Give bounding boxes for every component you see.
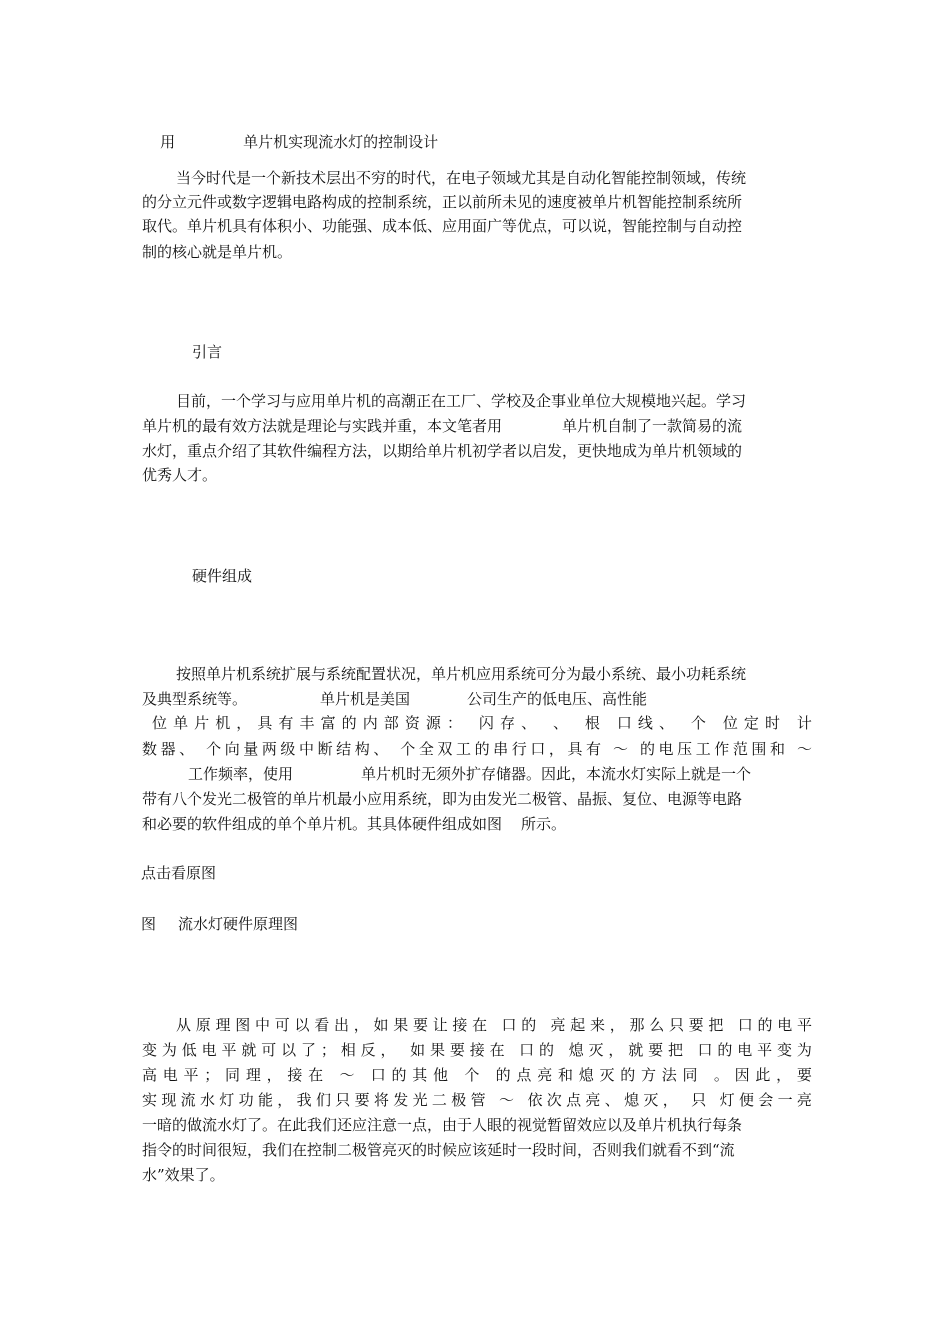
hardware-text: 及典型系统等。	[142, 690, 248, 708]
final-text: 的点亮和熄灭的方法同	[495, 1066, 704, 1084]
final-text: 亮起来，那么只要把	[550, 1016, 729, 1034]
final-text: 依次点亮、熄灭，	[527, 1091, 683, 1109]
hardware-text: 单片机时无须外扩存储器。因此，本流水灯实际上就是一个	[361, 765, 752, 783]
preface-text: 单片机自制了一款简易的流	[562, 417, 743, 435]
final-text: ～	[499, 1091, 519, 1109]
final-text: 只	[691, 1091, 711, 1109]
final-line: 水”效果了。	[142, 1166, 225, 1184]
hardware-line	[188, 767, 751, 782]
hardware-text: 单片机是美国	[320, 690, 411, 708]
hardware-text: 数器、	[142, 740, 198, 758]
hardware-text: 所示。	[521, 815, 567, 833]
final-line	[142, 1068, 812, 1083]
preface-text: 单片机的最有效方法就是理论与实践并重，本文笔者用	[142, 417, 503, 435]
final-text: 个	[464, 1066, 486, 1084]
hardware-line	[152, 716, 812, 731]
intro-line: 取代。单片机具有体积小、功能强、成本低、应用面广等优点，可以说，智能控制与自动控	[142, 217, 743, 235]
final-line: 指令的时间很短，我们在控制二极管亮灭的时候应该延时一段时间，否则我们就看不到“流	[142, 1141, 735, 1159]
hardware-text: ～	[613, 740, 632, 758]
hardware-line	[142, 692, 647, 707]
hardware-text: 位定时	[722, 714, 787, 732]
final-text: ～	[339, 1066, 361, 1084]
final-text: 。因此，要	[713, 1066, 812, 1084]
hardware-text: 个	[690, 714, 712, 732]
hardware-heading: 硬件组成	[192, 567, 253, 585]
figure-label: 图	[141, 915, 157, 933]
final-line	[142, 1043, 812, 1058]
hardware-text: ～	[796, 740, 812, 758]
final-line	[176, 1018, 812, 1033]
hardware-text: 、	[552, 714, 575, 732]
hardware-text: 个全双工的串行口，具有	[400, 740, 605, 758]
final-text: 高电平；同理，接在	[142, 1066, 329, 1084]
hardware-line	[142, 742, 812, 757]
hardware-text: 公司生产的低电压、高性能	[467, 690, 648, 708]
hardware-text: 工作频率，使用	[188, 765, 294, 783]
final-text: 实现流水灯功能，我们只要将发光二极管	[142, 1091, 490, 1109]
hardware-text: 闪存、	[478, 714, 543, 732]
final-text: 变为低电平就可以了；相反，	[142, 1041, 401, 1059]
preface-line	[142, 419, 742, 434]
view-original-image-link[interactable]: 点击看原图	[141, 864, 217, 882]
preface-heading: 引言	[192, 343, 223, 361]
hardware-text: 和必要的软件组成的单个单片机。其具体硬件组成如图	[142, 815, 503, 833]
final-text: 口的	[501, 1016, 541, 1034]
intro-line: 当今时代是一个新技术层出不穷的时代，在电子领域尤其是自动化智能控制领域，传统	[176, 169, 747, 187]
final-text: 灯便会一亮	[719, 1091, 812, 1109]
figure-title: 流水灯硬件原理图	[178, 915, 299, 933]
final-line: 一暗的做流水灯了。在此我们还应注意一点，由于人眼的视觉暂留效应以及单片机执行每条	[142, 1116, 743, 1134]
preface-line: 目前，一个学习与应用单片机的高潮正在工厂、学校及企事业单位大规模地兴起。学习	[176, 392, 747, 410]
final-text: 口的	[519, 1041, 559, 1059]
final-text: 熄灭，就要把	[568, 1041, 688, 1059]
hardware-line: 按照单片机系统扩展与系统配置状况，单片机应用系统可分为最小系统、最小功耗系统	[176, 665, 747, 683]
hardware-text: 的电压工作范围和	[639, 740, 789, 758]
final-text: 口的电平变为	[697, 1041, 812, 1059]
hardware-text: 口线、	[616, 714, 681, 732]
hardware-text: 根	[584, 714, 606, 732]
final-text: 口的电平	[737, 1016, 812, 1034]
intro-line: 制的核心就是单片机。	[142, 243, 293, 261]
hardware-text: 个向量两级中断结构、	[206, 740, 392, 758]
intro-line: 的分立元件或数字逻辑电路构成的控制系统，正以前所未见的速度被单片机智能控制系统所	[142, 193, 743, 211]
hardware-line	[142, 817, 566, 832]
final-text: 口的其他	[370, 1066, 454, 1084]
final-line	[142, 1093, 812, 1108]
preface-line: 优秀人才。	[142, 466, 218, 484]
document-title	[141, 120, 438, 165]
title-part-2: 单片机实现流水灯的控制设计	[243, 133, 439, 151]
final-text: 如果要接在	[410, 1041, 510, 1059]
preface-line: 水灯，重点介绍了其软件编程方法，以期给单片机初学者以启发，更快地成为单片机领域的	[142, 442, 743, 460]
hardware-text: 计	[796, 714, 812, 732]
hardware-text: 位单片机，具有丰富的内部资源：	[152, 714, 469, 732]
hardware-line: 带有八个发光二极管的单片机最小应用系统，即为由发光二极管、晶振、复位、电源等电路	[142, 790, 743, 808]
figure-caption	[141, 917, 298, 932]
final-text: 从原理图中可以看出，如果要让接在	[176, 1016, 492, 1034]
title-part-1: 用	[160, 133, 176, 151]
